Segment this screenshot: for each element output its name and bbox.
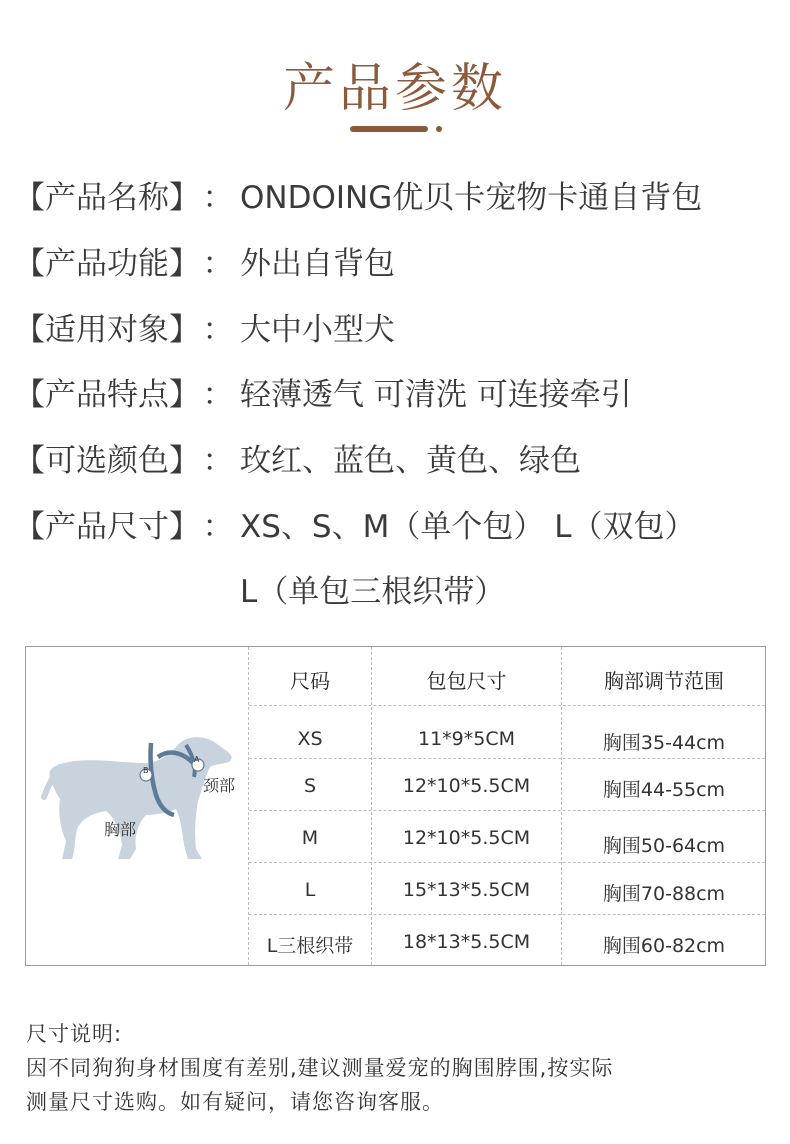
spec-label: 【产品名称】 (14, 180, 200, 216)
spec-value: 轻薄透气 可清洗 可连接牵引 (240, 377, 632, 413)
table-divider (249, 758, 765, 759)
divider-dot (436, 126, 442, 132)
spec-row-colors (14, 435, 581, 480)
size-table (25, 646, 766, 966)
spec-size-continuation: L（单包三根织带） (240, 574, 506, 610)
dog-illustration (38, 717, 250, 887)
divider-bar (350, 126, 428, 132)
spec-colon: ： (202, 377, 234, 413)
table-divider (249, 862, 765, 863)
spec-row-name (14, 172, 702, 217)
spec-value: 外出自背包 (240, 246, 395, 282)
spec-colon: ： (202, 246, 234, 282)
spec-colon: ： (202, 180, 234, 216)
dog-silhouette (49, 737, 231, 859)
chest-label: 胸部 (104, 820, 137, 839)
table-cell-size: XS (297, 728, 323, 750)
note-line-2: 测量尺寸选购。如有疑问，请您咨询客服。 (26, 1090, 444, 1114)
table-cell-bag-size: 15*13*5.5CM (402, 879, 531, 901)
note-heading: 尺寸说明: (26, 1022, 123, 1046)
spec-value: ONDOING优贝卡宠物卡通自背包 (240, 180, 703, 216)
spec-label: 【产品功能】 (14, 246, 200, 282)
table-cell-size: L (304, 879, 316, 901)
table-divider (371, 647, 372, 965)
spec-value: XS、S、M（单个包） L（双包） (240, 509, 696, 545)
page-title: 产品参数 (282, 59, 507, 119)
table-header-bag-size: 包包尺寸 (426, 669, 507, 693)
marker-a-label: A (194, 755, 200, 764)
spec-row-target (14, 304, 395, 349)
spec-colon: ： (202, 443, 234, 479)
spec-row-function (14, 238, 395, 283)
note-line-1: 因不同狗狗身材围度有差别,建议测量爱宠的胸围脖围,按实际 (26, 1056, 614, 1080)
neck-label: 颈部 (203, 776, 236, 795)
table-cell-chest-range: 胸围70-88cm (602, 883, 726, 905)
table-cell-chest-range: 胸围44-55cm (602, 779, 726, 801)
table-cell-size: L三根织带 (266, 935, 354, 957)
spec-value: 玫红、蓝色、黄色、绿色 (240, 443, 581, 479)
spec-colon: ： (202, 312, 234, 348)
table-cell-bag-size: 11*9*5CM (417, 728, 515, 750)
table-cell-chest-range: 胸围60-82cm (602, 935, 726, 957)
dog-harness-diagram (38, 717, 250, 887)
table-cell-size: M (301, 827, 319, 849)
table-cell-chest-range: 胸围50-64cm (602, 835, 726, 857)
table-divider (249, 705, 765, 706)
table-cell-chest-range: 胸围35-44cm (602, 732, 726, 754)
table-divider (249, 914, 765, 915)
table-cell-bag-size: 18*13*5.5CM (402, 931, 531, 953)
table-cell-bag-size: 12*10*5.5CM (402, 775, 531, 797)
table-divider (249, 810, 765, 811)
table-header-chest-range: 胸部调节范围 (604, 669, 724, 693)
table-cell-size: S (303, 775, 317, 797)
spec-label: 【产品特点】 (14, 377, 200, 413)
table-divider (561, 647, 562, 965)
spec-label: 【适用对象】 (14, 312, 200, 348)
table-cell-bag-size: 12*10*5.5CM (402, 827, 531, 849)
table-header-size: 尺码 (290, 669, 330, 693)
spec-row-size (14, 501, 695, 546)
spec-row-features (14, 369, 632, 414)
spec-value: 大中小型犬 (240, 312, 395, 348)
marker-b-label: B (143, 766, 149, 775)
title-divider (350, 126, 450, 132)
spec-label: 【产品尺寸】 (14, 509, 200, 545)
spec-colon: ： (202, 509, 234, 545)
spec-label: 【可选颜色】 (14, 443, 200, 479)
